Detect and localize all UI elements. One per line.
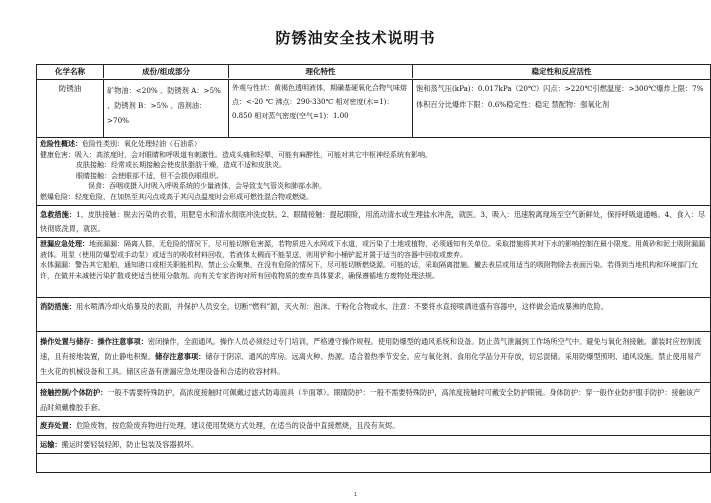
protection-section [37, 382, 710, 416]
header-properties: 理化特性 [228, 65, 412, 78]
chemical-name-cell: 防锈油 [58, 84, 82, 93]
table-header-row [37, 65, 710, 79]
disposal-label: 废弃处置： [40, 421, 76, 430]
fire-fighting-label: 消防措施： [40, 302, 76, 311]
disposal-text: 危险废物，按危险废弃物进行处理，建议使用焚烧方式处理，在适当的设备中直接燃烧，且没有灰烬。 [75, 421, 400, 430]
operation-label: 操作注意事项： [97, 337, 148, 346]
protection-text: 一般不需要特殊防护，高浓度接触时可佩戴过滤式防毒面具（半面罩）。眼睛防护：一般不需要特殊防护，高浓度接触时可戴安全防护眼镜。身体防护：穿一般作业防护服手防护：接触该产品时须戴橡胶手套。 [40, 388, 701, 412]
leak-section [37, 237, 710, 297]
operation-text: 密闭操作，全面通风。操作人员必须经过专门培训，严格遵守操作规程。使用防爆型的通风系统和设备。防止蒸气泄漏到工作场所空气中。避免与氧化剂接触。灌装时应控制流速，且有接地装置，防止静电积聚。 [40, 337, 702, 361]
hazard-section [37, 137, 710, 205]
inhale-text: 高浓度时，会对眼睛和呼吸道有刺激性。造成头痛和轻晕，可能有麻醉性，可能对其它中枢神经系统有影响。 [96, 150, 432, 159]
storage-notes-text: 储存于阴凉、通风的库房。远离火种、热源。适合着热季节安全。应与氧化剂、食用化学品分开存放，切忌混储。采用防爆型照明、通风设施。禁止使用易产生火花的机械设备和工具。储区应备有泄漏应急处理设备和合适的收容材料。 [40, 352, 702, 376]
storage-section [37, 331, 710, 382]
leak-ground-line [40, 239, 707, 260]
empty-row [37, 453, 710, 472]
leak-ground-text: 地面漏漏：隔离人群，无危险的情况下，尽可能切断危害源，若物质进入水网或下水道，或污染了土地或植物，必须通知有关单位。采取措施将其对下水的影响控制在最小限度。用黄砂和泥土吸附漏漏液体。用泵（使用防爆型或手动泵）或适当的吸收材料回收，若液体太稠而不能泵送，则用铲和小桶铲起并置于适当的容器中回收或废弃。 [40, 240, 705, 259]
leak-water-line: 水体漏漏：警告其它船舶，通知港口或相关职能机构，禁止公众聚集，在没有危险的情况下，尽可能切断燃烧源。可能的话，采取隔离措施。撇去表层或用适当的吸附物除去表面污染。若得到当地机构和环境部门允许，在做并未减使污染扩散或使适当使用分散剂。向有关专家咨询对所有回收物质的废弃具体要求，确保遵循地方废物处理法规。 [40, 261, 698, 280]
header-chemical-name: 化学名称 [55, 67, 85, 76]
composition-cell: 矿物油：<20% 、防锈剂 A：>5% 、防锈剂 B：>5% 、溶剂油：>70% [103, 80, 228, 137]
hazard-category: 危险性类别：氧化处理轻油（石油系） [82, 140, 201, 148]
first-aid-section [37, 205, 710, 237]
transport-label: 运输： [40, 440, 62, 449]
skin-line: 皮肤接触：经常或长期接触会使皮肤脂肪干燥，造成不适和皮肤炎。 [76, 161, 286, 169]
first-aid-text: 1、皮肤接触：脱去污染的衣着，用肥皂水和清水彻底冲洗皮肤。2、眼睛接触：提起眼睑，用流动清水或生理盐水冲洗，就医。3、吸入：迅速脱离现场至空气新鲜处，保持呼吸道通畅。4、食入：尽快彻底洗胃，就医。 [40, 210, 706, 233]
fire-fighting-section [37, 297, 710, 331]
transport-text: 搬运时要轻装轻卸，防止包装及容器损坏。 [61, 440, 199, 449]
header-composition: 成份/组成部分 [103, 65, 228, 78]
properties-cell: 外观与性状：黄褐色透明液体，期磺基硬氧化合物气味熔点：<-20 ℃ 沸点：290-330℃ 相对密度(水=1)：0.850 相对蒸气密度(空气=1)：1.00 [228, 80, 412, 137]
page-number: 1 [353, 492, 358, 498]
stability-cell: 饱和蒸气压(kPa)：0.017kPa（20℃）闪点：>220℃引燃温度：>300℃爆炸上限：7%体积百分比爆炸下限：0.6%稳定性：稳定 禁配物：强氧化剂 [412, 80, 710, 137]
transport-section [37, 435, 710, 453]
first-aid-label: 急救措施： [40, 210, 76, 219]
storage-label: 操作处置与储存： [40, 337, 98, 346]
table-data-row [37, 79, 710, 137]
document-title: 防锈油安全技术说明书 [275, 29, 436, 47]
fire-hazard-line: 燃爆危险：轻度危险，在加热至其闪点或高于其闪点温度时会形成可燃性混合物或燃烧。 [40, 192, 313, 201]
ingest-line: 误食：吞咽或摄入时吸入呼吸系统的少量液体，会导致支气管炎和肺部水肿。 [88, 182, 326, 190]
protection-label: 接触控制/个体防护： [40, 388, 108, 397]
header-stability: 稳定性和反应活性 [412, 65, 710, 78]
health-inhale-line [40, 150, 707, 161]
storage-notes-label: 储存注意事项： [155, 352, 206, 361]
leak-label: 泄漏应急处理： [40, 240, 89, 248]
hazard-category-line [40, 139, 707, 150]
disposal-section [37, 416, 710, 435]
hazard-label: 危险性概述： [40, 140, 82, 148]
fire-fighting-text: 用水喷洒冷却火焰暴及的表面，并保护人员安全，切断“燃料”源，灭火剂：泡沫、干粉化合物或水、注意：不要将水直接喷洒进盛有容器中，这样做会造成暴沸的危险。 [75, 302, 608, 311]
sds-table [36, 64, 711, 473]
eye-line: 眼睛接触：会使眼部不适，但不会损伤眼组织。 [76, 171, 223, 180]
health-intro: 健康危害：吸入： [40, 150, 96, 159]
